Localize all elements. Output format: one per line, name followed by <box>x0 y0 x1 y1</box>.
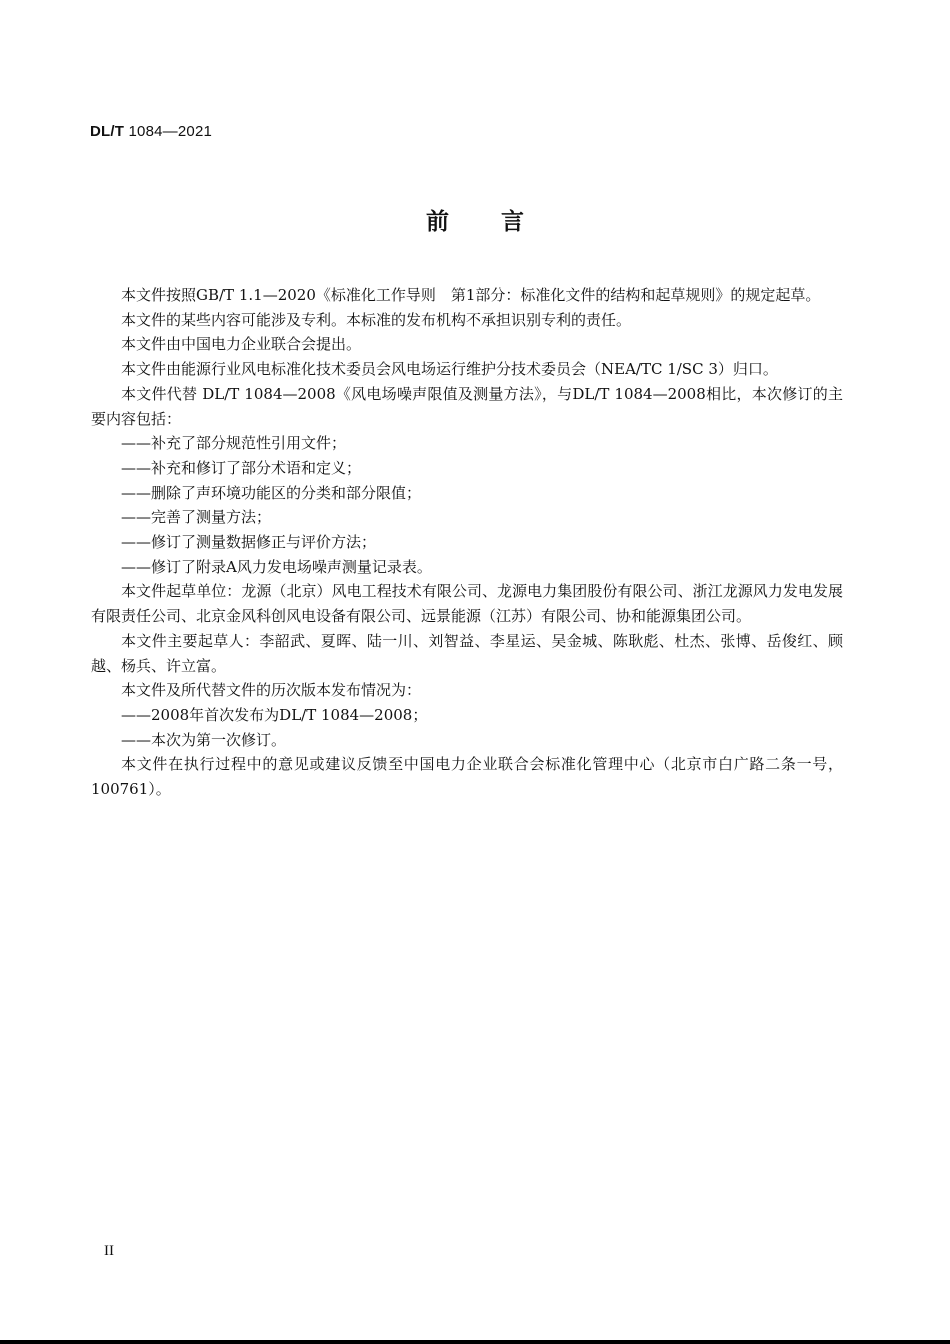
standard-number: 1084—2021 <box>128 123 213 140</box>
paragraph-technical-committee: 本文件由能源行业风电标准化技术委员会风电场运行维护分技术委员会（NEA/TC 1/SC 3）归口。 <box>121 360 778 379</box>
paragraph-feedback: 本文件在执行过程中的意见或建议反馈至中国电力企业联合会标准化管理中心（北京市白广路二条一号，100761）。 <box>91 755 843 799</box>
list-item-change: ——修订了测量数据修正与评价方法； <box>121 533 377 552</box>
list-item-change: ——修订了附录A风力发电场噪声测量记录表。 <box>121 557 432 576</box>
paragraph-replacement: 本文件代替 DL/T 1084—2008《风电场噪声限值及测量方法》，与DL/T 1084—2008相比，本次修订的主要内容包括： <box>91 384 843 428</box>
list-item-version: ——本次为第一次修订。 <box>121 730 287 749</box>
list-item-change: ——补充和修订了部分术语和定义； <box>121 458 362 477</box>
page-number: II <box>104 1243 114 1259</box>
paragraph-drafting-units: 本文件起草单位：龙源（北京）风电工程技术有限公司、龙源电力集团股份有限公司、浙江龙源风力发电发展有限责任公司、北京金风科创风电设备有限公司、远景能源（江苏）有限公司、协和能源集团公司。 <box>91 582 843 626</box>
paragraph-version-history: 本文件及所代替文件的历次版本发布情况为： <box>121 681 422 700</box>
paragraph-drafters: 本文件主要起草人：李韶武、夏晖、陆一川、刘智益、李星运、吴金城、陈耿彪、杜杰、张博、岳俊红、顾越、杨兵、许立富。 <box>91 631 843 675</box>
page-title: 前言 <box>426 209 576 235</box>
paragraph-drafting-basis: 本文件按照GB/T 1.1—2020《标准化工作导则 第1部分：标准化文件的结构和起草规则》的规定起草。 <box>121 286 821 304</box>
paragraph-patent-notice: 本文件的某些内容可能涉及专利。本标准的发布机构不承担识别专利的责任。 <box>121 310 632 329</box>
list-item-change: ——删除了声环境功能区的分类和部分限值； <box>121 483 422 502</box>
standard-code <box>90 123 212 140</box>
paragraph-proposer: 本文件由中国电力企业联合会提出。 <box>121 335 362 354</box>
list-item-change: ——完善了测量方法； <box>121 508 272 527</box>
list-item-version: ——2008年首次发布为DL/T 1084—2008； <box>121 705 428 724</box>
foreword-body <box>91 283 843 802</box>
bottom-rule <box>0 1340 950 1344</box>
standard-prefix: DL/T <box>90 123 125 140</box>
list-item-change: ——补充了部分规范性引用文件； <box>121 434 347 453</box>
